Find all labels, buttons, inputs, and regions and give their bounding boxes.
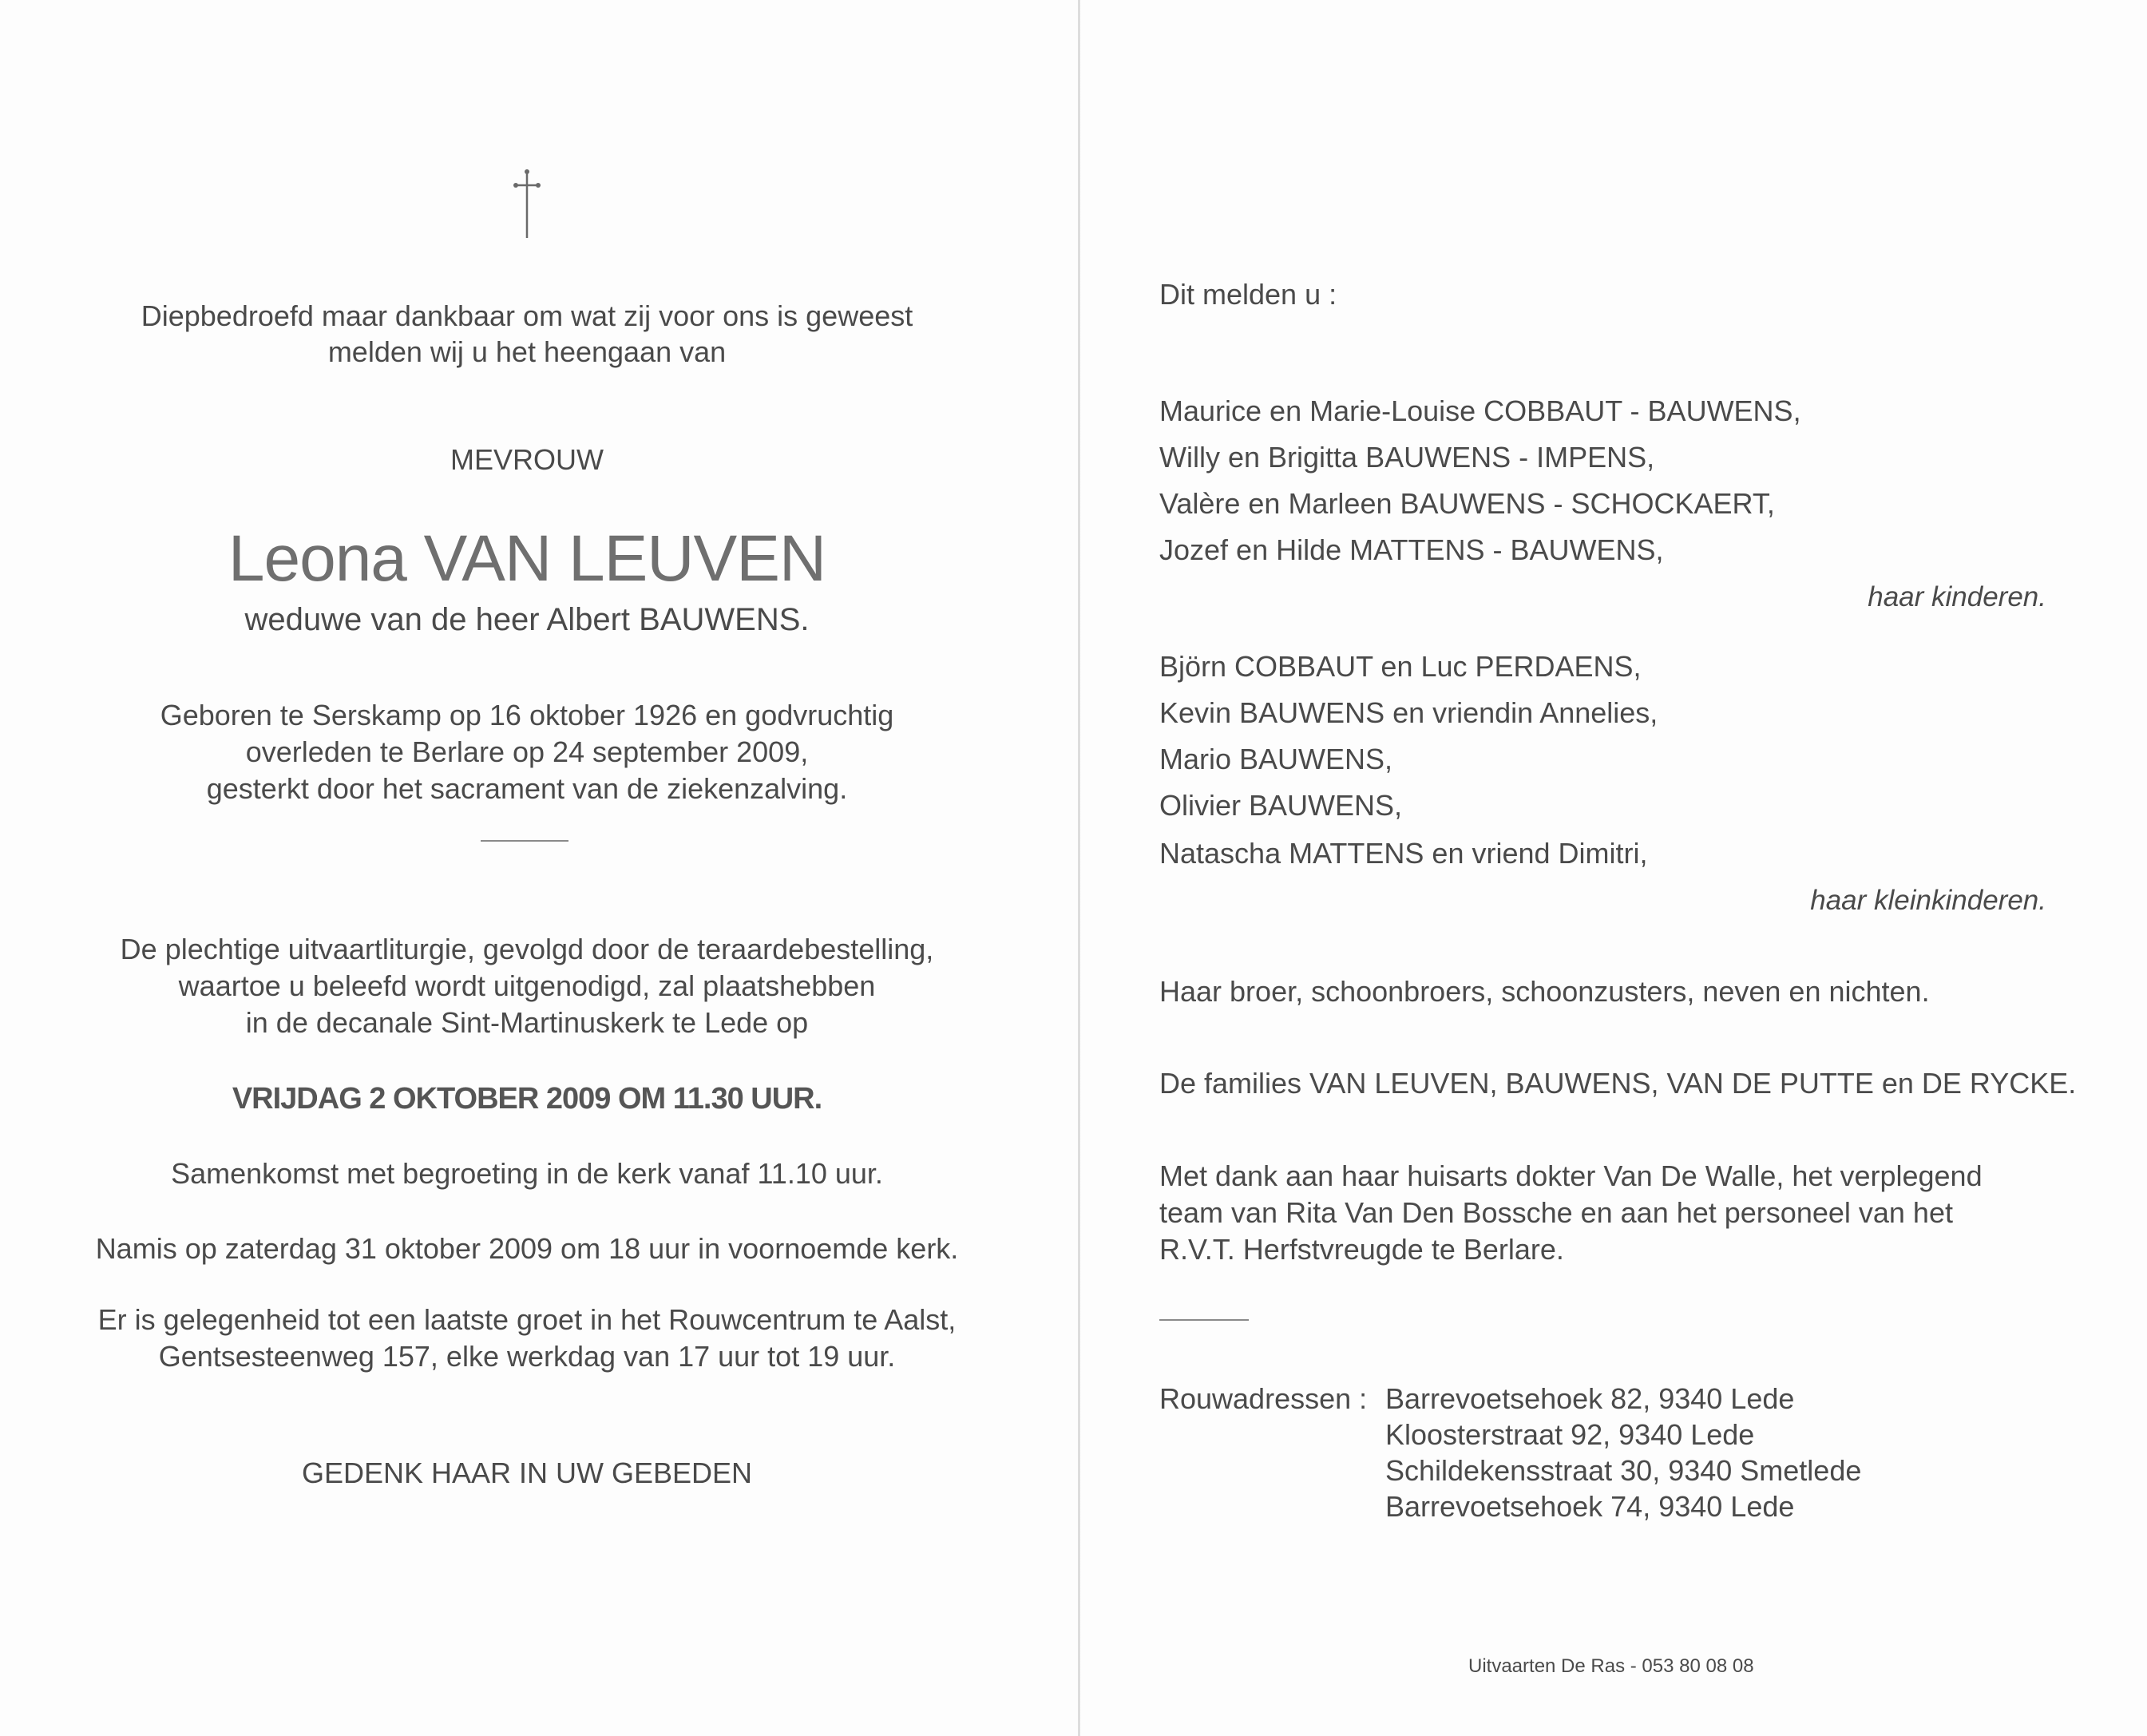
- widow-line: weduwe van de heer Albert BAUWENS.: [244, 602, 810, 637]
- thanks-line-3: R.V.T. Herfstvreugde te Berlare.: [1159, 1233, 1564, 1266]
- grandchild-line: Björn COBBAUT en Luc PERDAENS,: [1159, 650, 1642, 683]
- grandchild-line: Kevin BAUWENS en vriendin Annelies,: [1159, 696, 1658, 729]
- addresses-label: Rouwadressen :: [1159, 1382, 1368, 1415]
- thanks-line-1: Met dank aan haar huisarts dokter Van De Walle, het verplegend: [1159, 1159, 1983, 1192]
- child-line: Maurice en Marie-Louise COBBAUT - BAUWENS,: [1159, 394, 1801, 427]
- thanks-line-2: team van Rita Van Den Bossche en aan het personeel van het: [1159, 1196, 1953, 1229]
- namis-line: Namis op zaterdag 31 oktober 2009 om 18 uur in voornoemde kerk.: [95, 1232, 959, 1265]
- children-label: haar kinderen.: [1868, 581, 2046, 612]
- gathering-line: Samenkomst met begroeting in de kerk vanaf 11.10 uur.: [171, 1157, 883, 1190]
- cross-icon: [511, 168, 543, 240]
- separator-right: [1159, 1319, 1249, 1321]
- intro-line-2: melden wij u het heengaan van: [327, 335, 727, 368]
- birth-line-3: gesterkt door het sacrament van de ziekenzalving.: [206, 772, 848, 805]
- grandchild-line: Mario BAUWENS,: [1159, 743, 1393, 775]
- funeral-date: VRIJDAG 2 OKTOBER 2009 OM 11.30 UUR.: [232, 1082, 822, 1116]
- right-page: [1079, 0, 2147, 1736]
- farewell-line-2: Gentsesteenweg 157, elke werkdag van 17 uur tot 19 uur.: [158, 1340, 896, 1373]
- relatives-line: Haar broer, schoonbroers, schoonzusters, neven en nichten.: [1159, 975, 1930, 1008]
- undertaker-footer: Uitvaarten De Ras - 053 80 08 08: [1468, 1655, 1754, 1677]
- address-line: Schildekensstraat 30, 9340 Smetlede: [1385, 1454, 1862, 1487]
- intro-line-1: Diepbedroefd maar dankbaar om wat zij voor ons is geweest: [141, 299, 913, 332]
- birth-line-1: Geboren te Serskamp op 16 oktober 1926 en godvruchtig: [160, 699, 894, 731]
- deceased-name: Leona VAN LEUVEN: [228, 522, 826, 595]
- address-line: Barrevoetsehoek 74, 9340 Lede: [1385, 1490, 1795, 1523]
- child-line: Valère en Marleen BAUWENS - SCHOCKAERT,: [1159, 487, 1775, 520]
- title-mevrouw: MEVROUW: [450, 443, 604, 476]
- grandchild-line: Natascha MATTENS en vriend Dimitri,: [1159, 837, 1648, 870]
- child-line: Willy en Brigitta BAUWENS - IMPENS,: [1159, 441, 1655, 474]
- grandchildren-label: haar kleinkinderen.: [1810, 885, 2046, 916]
- liturgy-line-1: De plechtige uitvaartliturgie, gevolgd door de teraardebestelling,: [120, 933, 934, 965]
- liturgy-line-2: waartoe u beleefd wordt uitgenodigd, zal plaatshebben: [178, 969, 876, 1002]
- address-line: Barrevoetsehoek 82, 9340 Lede: [1385, 1382, 1795, 1415]
- address-line: Kloosterstraat 92, 9340 Lede: [1385, 1418, 1755, 1451]
- liturgy-line-3: in de decanale Sint-Martinuskerk te Lede op: [245, 1006, 809, 1039]
- birth-line-2: overleden te Berlare op 24 september 2009,: [245, 735, 809, 768]
- farewell-line-1: Er is gelegenheid tot een laatste groet in het Rouwcentrum te Aalst,: [97, 1303, 957, 1336]
- families-line: De families VAN LEUVEN, BAUWENS, VAN DE PUTTE en DE RYCKE.: [1159, 1067, 2077, 1100]
- closing-line: GEDENK HAAR IN UW GEBEDEN: [301, 1457, 753, 1489]
- separator-left: [481, 840, 568, 842]
- child-line: Jozef en Hilde MATTENS - BAUWENS,: [1159, 533, 1664, 566]
- grandchild-line: Olivier BAUWENS,: [1159, 789, 1403, 822]
- announce-line: Dit melden u :: [1159, 278, 1337, 311]
